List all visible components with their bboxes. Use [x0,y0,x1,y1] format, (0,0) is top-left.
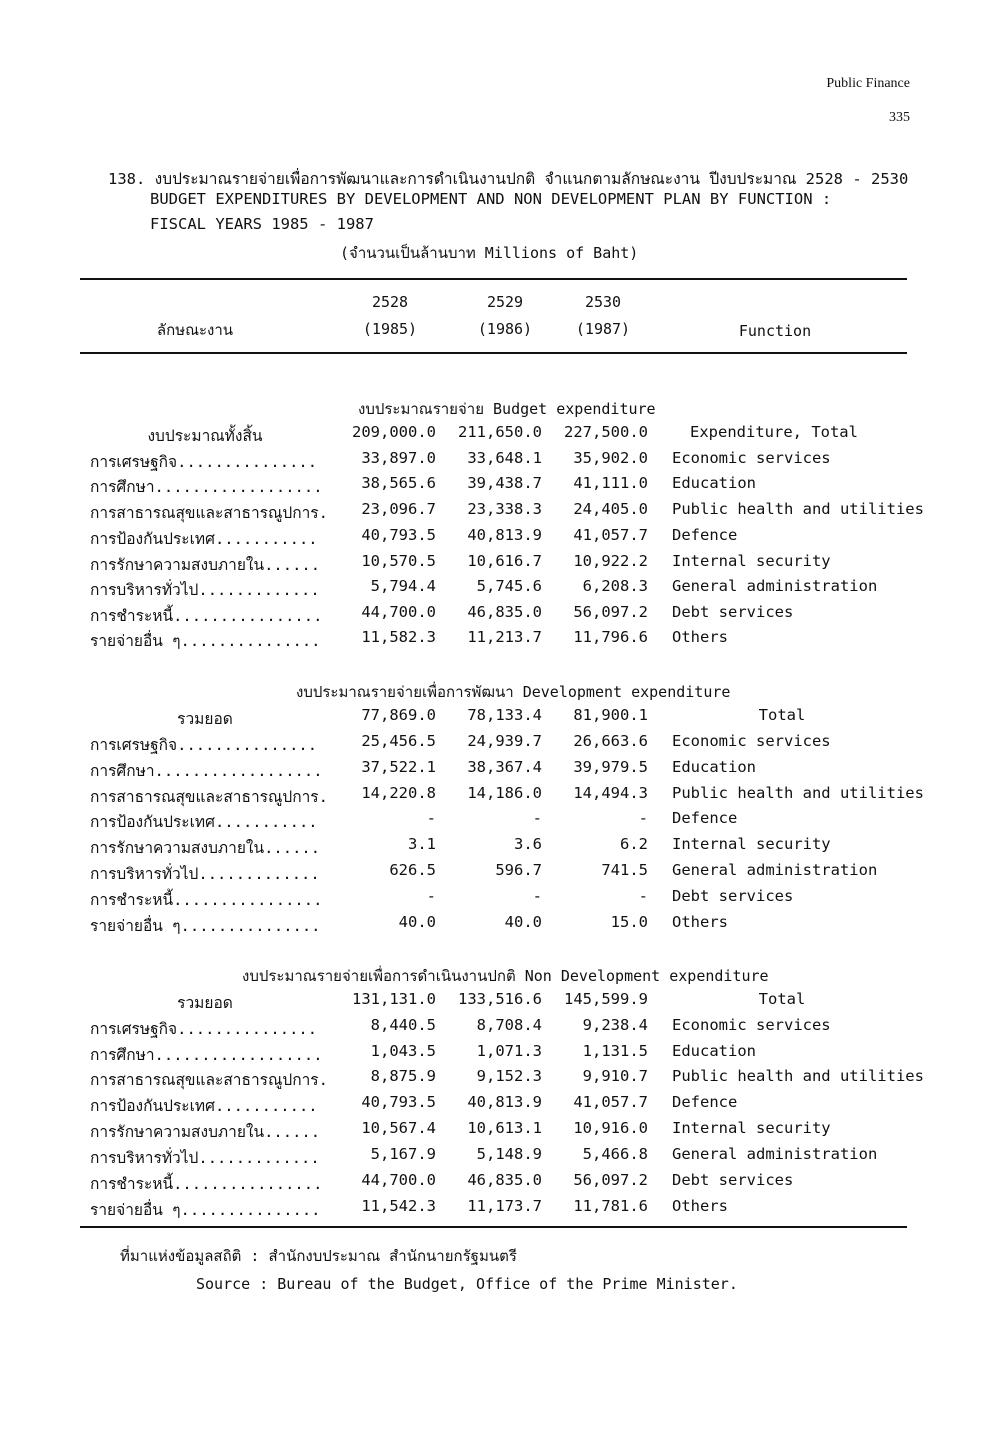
row-label-english: Public health and utilities [672,784,924,802]
cell-value: - [532,887,542,905]
column-header-year-be: 2530 [584,293,622,311]
cell-value: 25,456.5 [361,732,436,750]
table-row [0,861,990,885]
table-row [0,913,990,937]
table-title-english: BUDGET EXPENDITURES BY DEVELOPMENT AND NON DEVELOPMENT PLAN BY FUNCTION : [150,190,832,208]
cell-value: 131,131.0 [352,990,436,1008]
row-label-english: Defence [672,809,738,827]
cell-value: - [638,809,648,827]
cell-value: 11,542.3 [361,1197,436,1215]
cell-value: 5,167.9 [370,1145,436,1163]
cell-value: 38,565.6 [361,474,436,492]
cell-value: 10,616.7 [467,552,542,570]
row-label-english: Internal security [672,835,831,853]
row-label-thai: รวมยอด [177,710,233,728]
table-row-total [0,423,990,447]
row-label-thai: การศึกษา.................. [90,762,323,780]
row-label-thai: การป้องกันประเทศ........... [90,530,318,548]
row-label-thai: การป้องกันประเทศ........... [90,813,318,831]
cell-value: 40,793.5 [361,526,436,544]
table-row [0,809,990,833]
row-label-english: General administration [672,577,878,595]
cell-value: 8,708.4 [476,1016,542,1034]
row-label-thai: รวมยอด [177,994,233,1012]
cell-value: 39,979.5 [573,758,648,776]
cell-value: 41,111.0 [573,474,648,492]
row-label-english: General administration [672,861,878,879]
row-label-thai: การชำระหนี้................ [90,607,323,625]
cell-value: 9,238.4 [582,1016,648,1034]
cell-value: - [532,809,542,827]
cell-value: 33,897.0 [361,449,436,467]
cell-value: 6.2 [620,835,648,853]
cell-value: 8,875.9 [370,1067,436,1085]
row-label-english: Others [672,913,728,931]
cell-value: 40,813.9 [467,526,542,544]
table-bottom-rule [80,1226,907,1228]
table-row [0,1042,990,1066]
row-label-thai: งบประมาณทั้งสิ้น [147,427,263,445]
cell-value: 5,745.6 [476,577,542,595]
row-label-english: Total [758,990,806,1008]
cell-value: 1,131.5 [582,1042,648,1060]
cell-value: 133,516.6 [458,990,542,1008]
row-label-thai: การเศรษฐกิจ............... [90,1020,318,1038]
cell-value: 56,097.2 [573,603,648,621]
cell-value: 6,208.3 [582,577,648,595]
cell-value: 10,916.0 [573,1119,648,1137]
row-label-english: Debt services [672,887,794,905]
row-label-english: Public health and utilities [672,1067,924,1085]
row-label-thai: รายจ่ายอื่น ๆ............... [90,632,321,650]
row-label-thai: การเศรษฐกิจ............... [90,736,318,754]
table-row [0,1119,990,1143]
row-label-thai: การเศรษฐกิจ............... [90,453,318,471]
table-row [0,552,990,576]
cell-value: 44,700.0 [361,603,436,621]
cell-value: 11,213.7 [467,628,542,646]
cell-value: 33,648.1 [467,449,542,467]
cell-value: 41,057.7 [573,1093,648,1111]
row-label-thai: รายจ่ายอื่น ๆ............... [90,1201,321,1219]
row-label-thai: การรักษาความสงบภายใน...... [90,839,321,857]
cell-value: 23,338.3 [467,500,542,518]
column-header-year-ce: (1987) [575,320,631,338]
row-label-thai: การชำระหนี้................ [90,891,323,909]
cell-value: 3.1 [408,835,436,853]
cell-value: 11,582.3 [361,628,436,646]
table-row [0,887,990,911]
row-label-thai: การศึกษา.................. [90,1046,323,1064]
row-label-english: General administration [672,1145,878,1163]
column-header-year-be: 2528 [371,293,409,311]
cell-value: 46,835.0 [467,1171,542,1189]
cell-value: 14,220.8 [361,784,436,802]
cell-value: 46,835.0 [467,603,542,621]
row-label-english: Debt services [672,603,794,621]
table-row [0,1145,990,1169]
cell-value: 10,922.2 [573,552,648,570]
table-row [0,577,990,601]
row-label-thai: การชำระหนี้................ [90,1175,323,1193]
row-label-english: Debt services [672,1171,794,1189]
cell-value: - [426,887,436,905]
cell-value: 40,813.9 [467,1093,542,1111]
cell-value: 14,186.0 [467,784,542,802]
table-row-total [0,990,990,1014]
cell-value: 35,902.0 [573,449,648,467]
cell-value: 26,663.6 [573,732,648,750]
column-header-english: Function [738,322,812,340]
cell-value: 3.6 [514,835,542,853]
cell-value: 23,096.7 [361,500,436,518]
column-header-year-ce: (1985) [362,320,418,338]
table-row [0,835,990,859]
cell-value: 227,500.0 [564,423,648,441]
cell-value: 37,522.1 [361,758,436,776]
row-label-english: Others [672,628,728,646]
row-label-english: Expenditure, Total [690,423,858,441]
table-row [0,1016,990,1040]
cell-value: - [426,809,436,827]
row-label-thai: การรักษาความสงบภายใน...... [90,1123,321,1141]
running-head: Public Finance [826,76,910,91]
table-top-rule [80,278,907,280]
row-label-english: Public health and utilities [672,500,924,518]
row-label-english: Total [758,706,806,724]
cell-value: 78,133.4 [467,706,542,724]
cell-value: 11,173.7 [467,1197,542,1215]
column-header-year-ce: (1986) [477,320,533,338]
cell-value: 5,794.4 [370,577,436,595]
cell-value: 9,152.3 [476,1067,542,1085]
table-row [0,1067,990,1091]
cell-value: 15.0 [610,913,648,931]
table-row [0,474,990,498]
section-title: งบประมาณรายจ่าย Budget expenditure [358,400,656,418]
cell-value: 5,466.8 [582,1145,648,1163]
table-row [0,526,990,550]
table-row [0,732,990,756]
cell-value: 44,700.0 [361,1171,436,1189]
cell-value: 77,869.0 [361,706,436,724]
row-label-english: Internal security [672,1119,831,1137]
cell-value: 40.0 [504,913,542,931]
table-row [0,500,990,524]
cell-value: 1,071.3 [476,1042,542,1060]
cell-value: 209,000.0 [352,423,436,441]
table-row [0,758,990,782]
cell-value: 145,599.9 [564,990,648,1008]
table-header-rule [80,352,907,354]
cell-value: 81,900.1 [573,706,648,724]
row-label-english: Economic services [672,732,831,750]
row-label-english: Education [672,474,756,492]
table-row [0,628,990,652]
row-label-english: Defence [672,1093,738,1111]
row-label-thai: รายจ่ายอื่น ๆ............... [90,917,321,935]
row-label-thai: การบริหารทั่วไป............. [90,865,320,883]
row-label-english: Economic services [672,449,831,467]
table-title-years: FISCAL YEARS 1985 - 1987 [150,215,374,233]
cell-value: 1,043.5 [370,1042,436,1060]
cell-value: 14,494.3 [573,784,648,802]
section-title: งบประมาณรายจ่ายเพื่อการดำเนินงานปกติ Non Development expenditure [242,967,769,985]
cell-value: 10,567.4 [361,1119,436,1137]
column-header-thai: ลักษณะงาน [156,321,234,339]
column-header-year-be: 2529 [486,293,524,311]
row-label-thai: การสาธารณสุขและสาธารณูปการ. [90,788,328,806]
row-label-english: Others [672,1197,728,1215]
row-label-english: Defence [672,526,738,544]
table-row [0,1093,990,1117]
row-label-thai: การบริหารทั่วไป............. [90,581,320,599]
table-title-thai: 138. งบประมาณรายจ่ายเพื่อการพัฒนาและการดำเนินงานปกติ จำแนกตามลักษณะงาน ปีงบประมาณ 2528 - 2530 [108,170,909,188]
section-title: งบประมาณรายจ่ายเพื่อการพัฒนา Development expenditure [296,683,731,701]
cell-value: 38,367.4 [467,758,542,776]
cell-value: 40,793.5 [361,1093,436,1111]
cell-value: 9,910.7 [582,1067,648,1085]
table-row [0,449,990,473]
table-row-total [0,706,990,730]
row-label-english: Education [672,758,756,776]
cell-value: 39,438.7 [467,474,542,492]
cell-value: 24,939.7 [467,732,542,750]
row-label-thai: การป้องกันประเทศ........... [90,1097,318,1115]
cell-value: 24,405.0 [573,500,648,518]
source-note-thai: ที่มาแห่งข้อมูลสถิติ : สำนักงบประมาณ สำนักนายกรัฐมนตรี [120,1247,517,1265]
cell-value: 40.0 [398,913,436,931]
row-label-english: Education [672,1042,756,1060]
cell-value: - [638,887,648,905]
cell-value: 41,057.7 [573,526,648,544]
cell-value: 8,440.5 [370,1016,436,1034]
source-note-english: Source : Bureau of the Budget, Office of the Prime Minister. [196,1275,738,1293]
row-label-thai: การศึกษา.................. [90,478,323,496]
row-label-thai: การบริหารทั่วไป............. [90,1149,320,1167]
row-label-thai: การสาธารณสุขและสาธารณูปการ. [90,504,328,522]
cell-value: 11,796.6 [573,628,648,646]
cell-value: 596.7 [495,861,542,879]
table-row [0,784,990,808]
page-number: 335 [889,110,910,125]
table-row [0,1171,990,1195]
row-label-thai: การสาธารณสุขและสาธารณูปการ. [90,1071,328,1089]
row-label-english: Economic services [672,1016,831,1034]
cell-value: 211,650.0 [458,423,542,441]
cell-value: 56,097.2 [573,1171,648,1189]
cell-value: 10,570.5 [361,552,436,570]
units-note: (จำนวนเป็นล้านบาท Millions of Baht) [340,244,639,262]
cell-value: 10,613.1 [467,1119,542,1137]
cell-value: 11,781.6 [573,1197,648,1215]
table-row [0,603,990,627]
row-label-thai: การรักษาความสงบภายใน...... [90,556,321,574]
table-row [0,1197,990,1221]
row-label-english: Internal security [672,552,831,570]
cell-value: 5,148.9 [476,1145,542,1163]
cell-value: 741.5 [601,861,648,879]
cell-value: 626.5 [389,861,436,879]
